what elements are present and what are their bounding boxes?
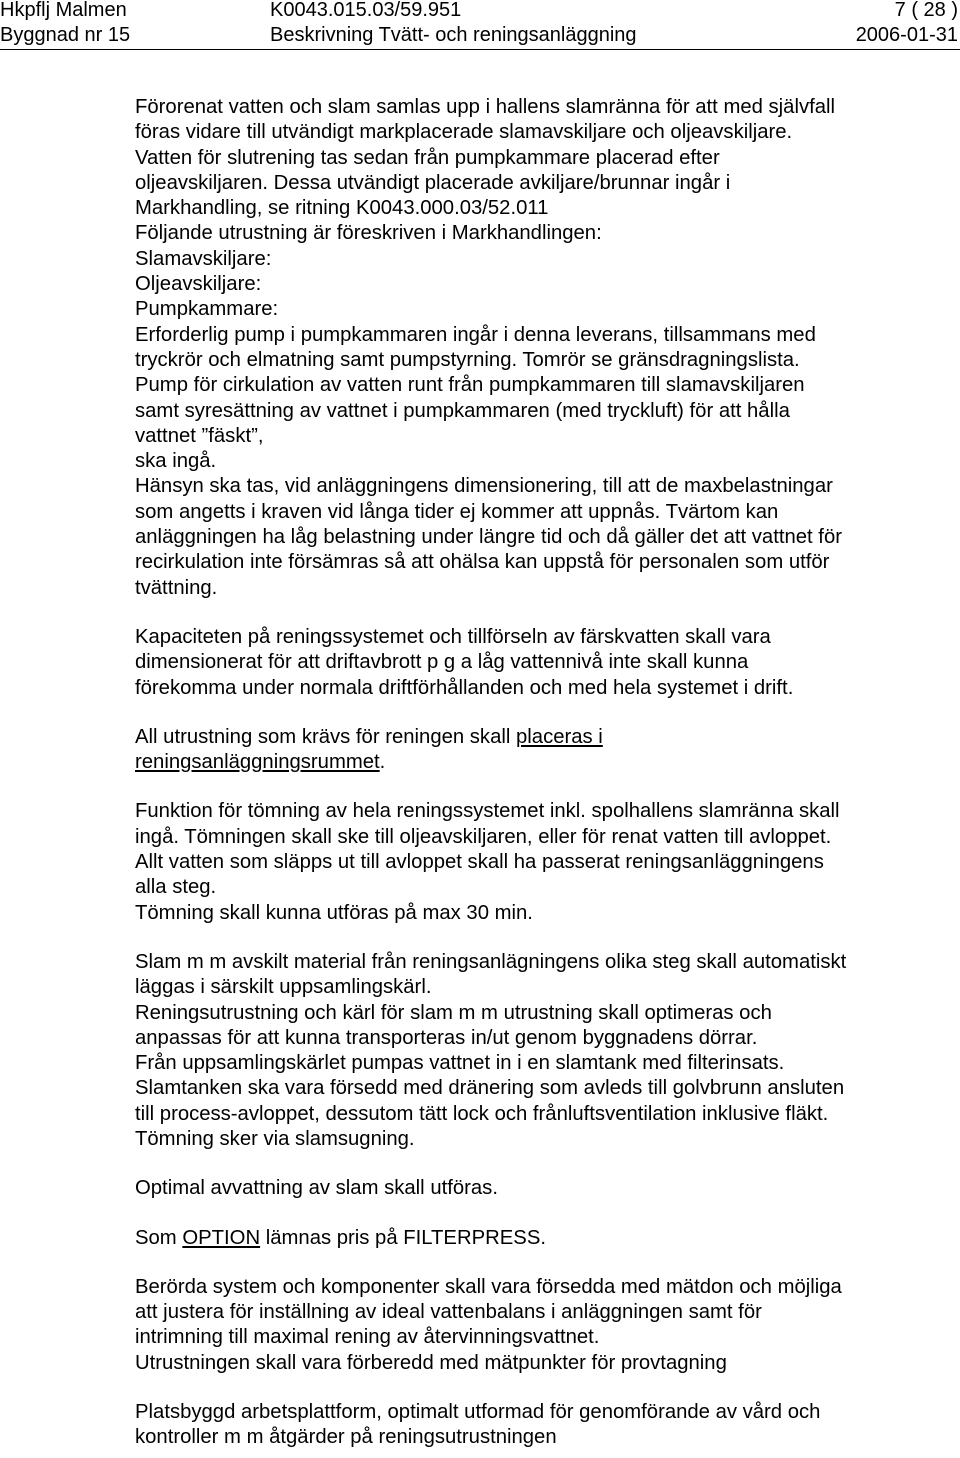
text-line: till process-avloppet, dessutom tätt lock och frånluftsventilation inklusive fläkt. <box>135 1102 829 1125</box>
text-line: Slam m m avskilt material från reningsanlägningens olika steg skall automatiskt <box>135 950 847 973</box>
paragraph-gap <box>135 701 945 725</box>
text-line: ingå. Tömningen skall ske till oljeavskiljaren, eller för renat vatten till avloppet. <box>135 825 832 848</box>
text-line: Utrustningen skall vara förberedd med mätpunkter för provtagning <box>135 1351 727 1374</box>
text-line: Följande utrustning är föreskriven i Markhandlingen: <box>135 222 602 245</box>
text-line: Oljeavskiljare: <box>135 273 262 296</box>
underlined-text: OPTION <box>182 1226 261 1249</box>
text-line: Kapaciteten på reningssystemet och tillförseln av färskvatten skall vara <box>135 625 771 648</box>
header-project-name: Hkpflj Malmen <box>0 0 127 21</box>
text-line: kontroller m m åtgärder på reningsutrustningen <box>135 1426 557 1449</box>
text-line: alla steg. <box>135 876 217 899</box>
text-line: Vatten för slutrening tas sedan från pumpkammare placerad efter <box>135 146 720 169</box>
paragraph-gap <box>135 1376 945 1400</box>
text-line: Funktion för tömning av hela reningssystemet inkl. spolhallens slamränna skall <box>135 800 840 823</box>
text-line: att justera för inställning av ideal vattenbalans i anläggningen samt för <box>135 1301 762 1324</box>
paragraph-gap <box>135 601 945 625</box>
text-line: som angetts i kraven vid långa tider ej kommer att uppnås. Tvärtom kan <box>135 500 779 523</box>
text-line <box>135 750 945 775</box>
text-line: samt syresättning av vattnet i pumpkammaren (med tryckluft) för att hålla <box>135 399 790 422</box>
paragraph-emptying <box>135 799 945 925</box>
paragraph-dewatering <box>135 1176 945 1201</box>
text-line: Förorenat vatten och slam samlas upp i hallens slamränna för att med självfall <box>135 96 836 118</box>
paragraph-capacity <box>135 625 945 701</box>
paragraph-gap <box>135 926 945 950</box>
text-line: anläggningen ha låg belastning under längre tid och då gäller det att vattnet för <box>135 526 842 549</box>
text-line: Pump för cirkulation av vatten runt från pumpkammaren till slamavskiljaren <box>135 374 805 397</box>
text-line: Platsbyggd arbetsplattform, optimalt utformad för genomförande av vård och <box>135 1401 821 1424</box>
underlined-text: reningsanläggningsrummet <box>135 751 380 774</box>
header-building: Byggnad nr 15 <box>0 24 131 46</box>
text-line: Hänsyn ska tas, vid anläggningens dimensionering, till att de maxbelastningar <box>135 475 833 498</box>
text-run: . <box>379 751 386 774</box>
text-line: vattnet ”fäskt”, <box>135 424 264 447</box>
paragraph-gap <box>135 775 945 799</box>
underlined-text: placeras i <box>516 725 603 748</box>
text-line: Tömning sker via slamsugning. <box>135 1127 415 1150</box>
text-run: lämnas pris på FILTERPRESS. <box>260 1226 547 1249</box>
header-divider <box>0 49 960 50</box>
text-run: All utrustning som krävs för reningen skall <box>135 725 516 748</box>
paragraph-gap <box>135 1202 945 1226</box>
text-line: Berörda system och komponenter skall vara försedda med mätdon och möjliga <box>135 1275 842 1298</box>
text-line: anpassas för att kunna transporteras in/ut genom byggnadens dörrar. <box>135 1026 758 1049</box>
header-document-number: K0043.015.03/59.951 <box>270 0 462 21</box>
paragraph-slam-flow <box>135 95 945 601</box>
text-line: tryckrör och elmatning samt pumpstyrning. Tomrör se gränsdragningslista. <box>135 348 800 371</box>
text-line: Tömning skall kunna utföras på max 30 min. <box>135 901 533 924</box>
text-line: Allt vatten som släpps ut till avloppet skall ha passerat reningsanläggningens <box>135 851 824 874</box>
paragraph-option <box>135 1226 945 1251</box>
text-line: Erforderlig pump i pumpkammaren ingår i denna leverans, tillsammans med <box>135 323 816 346</box>
text-line: föras vidare till utvändigt markplacerade slamavskiljare och oljeavskiljare. <box>135 121 793 144</box>
text-line: tvättning. <box>135 576 218 599</box>
text-line: oljeavskiljaren. Dessa utvändigt placerade avkiljare/brunnar ingår i <box>135 171 731 194</box>
text-line: Pumpkammare: <box>135 298 279 321</box>
paragraph-work-platform <box>135 1400 945 1451</box>
paragraph-equipment-placement <box>135 725 945 776</box>
text-line <box>135 725 945 750</box>
header-document-title: Beskrivning Tvätt- och reningsanläggning <box>270 24 637 46</box>
text-line: intrimning till maximal rening av återvinningsvattnet. <box>135 1326 600 1349</box>
text-line: dimensionerat för att driftavbrott p g a låg vattennivå inte skall kunna <box>135 651 749 674</box>
page-header <box>0 0 960 50</box>
text-line: Markhandling, se ritning K0043.000.03/52.011 <box>135 197 549 220</box>
text-run: Som <box>135 1226 183 1249</box>
header-date: 2006-01-31 <box>855 24 958 46</box>
paragraph-sludge-handling <box>135 950 945 1152</box>
text-line: ska ingå. <box>135 450 217 473</box>
document-body <box>135 95 945 1451</box>
header-page-number: 7 ( 28 ) <box>894 0 958 21</box>
text-line: förekomma under normala driftförhållanden och med hela systemet i drift. <box>135 676 794 699</box>
text-line: Slamtanken ska vara försedd med dränering som avleds till golvbrunn ansluten <box>135 1077 845 1100</box>
paragraph-gap <box>135 1152 945 1176</box>
text-line <box>135 1226 945 1251</box>
text-line: Slamavskiljare: <box>135 247 272 270</box>
text-line: recirkulation inte försämras så att ohälsa kan uppstå för personalen som utför <box>135 551 830 574</box>
text-line: Från uppsamlingskärlet pumpas vattnet in i en slamtank med filterinsats. <box>135 1052 785 1075</box>
paragraph-gap <box>135 1251 945 1275</box>
paragraph-measurement <box>135 1275 945 1376</box>
text-line: Optimal avvattning av slam skall utföras. <box>135 1177 498 1200</box>
text-line: läggas i särskilt uppsamlingskärl. <box>135 976 432 999</box>
text-line: Reningsutrustning och kärl för slam m m utrustning skall optimeras och <box>135 1001 772 1024</box>
